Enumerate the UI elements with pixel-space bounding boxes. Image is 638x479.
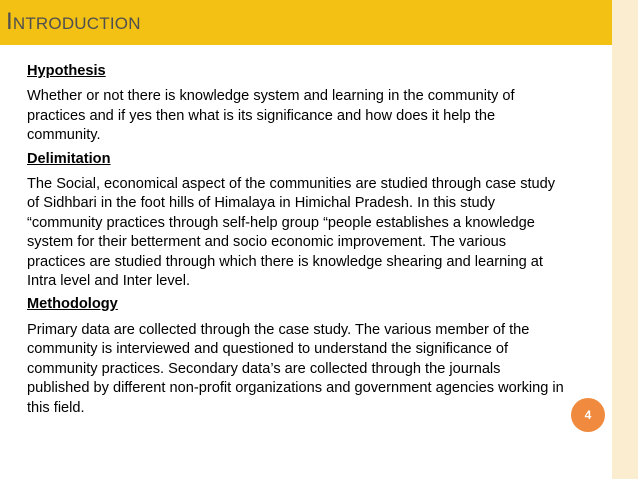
hypothesis-section xyxy=(27,62,612,146)
delimitation-line-6: Intra level and Inter level. xyxy=(27,273,191,290)
methodology-line-5: this field. xyxy=(27,399,85,416)
methodology-section xyxy=(27,295,612,417)
page-number-badge: 4 xyxy=(571,398,605,432)
delimitation-section xyxy=(27,150,612,292)
delimitation-line-5: practices are studied through which there is knowledge shearing and learning at xyxy=(27,253,543,270)
delimitation-heading: Delimitation xyxy=(27,150,111,167)
methodology-text xyxy=(27,321,612,418)
delimitation-text xyxy=(27,175,612,291)
right-decorative-stripe xyxy=(612,0,638,479)
methodology-line-4: published by different non-profit organizations and government agencies working in xyxy=(27,380,564,397)
hypothesis-line-1: Whether or not there is knowledge system and learning in the community of xyxy=(27,88,515,105)
delimitation-line-2: of Sidhbari in the foot hills of Himalaya in Himichal Pradesh. In this study xyxy=(27,195,496,212)
hypothesis-line-2: practices and if yes then what is its significance and how does it help the xyxy=(27,107,496,124)
methodology-line-1: Primary data are collected through the case study. The various member of the xyxy=(27,321,530,338)
methodology-heading: Methodology xyxy=(27,296,118,313)
methodology-line-2: community is interviewed and questioned to understand the significance of xyxy=(27,341,509,358)
hypothesis-text xyxy=(27,87,612,145)
slide-body xyxy=(27,62,612,422)
hypothesis-heading: Hypothesis xyxy=(27,63,106,79)
delimitation-line-3: “community practices through self-help group “people establishes a knowledge xyxy=(27,214,535,231)
hypothesis-line-3: community. xyxy=(27,127,101,144)
slide-title: Introduction xyxy=(6,8,141,35)
delimitation-line-1: The Social, economical aspect of the communities are studied through case study xyxy=(27,176,556,193)
delimitation-line-4: system for their betterment and socio economic improvement. The various xyxy=(27,234,507,251)
title-bar xyxy=(0,0,612,45)
methodology-line-3: community practices. Secondary data’s are collected through the journals xyxy=(27,360,501,377)
